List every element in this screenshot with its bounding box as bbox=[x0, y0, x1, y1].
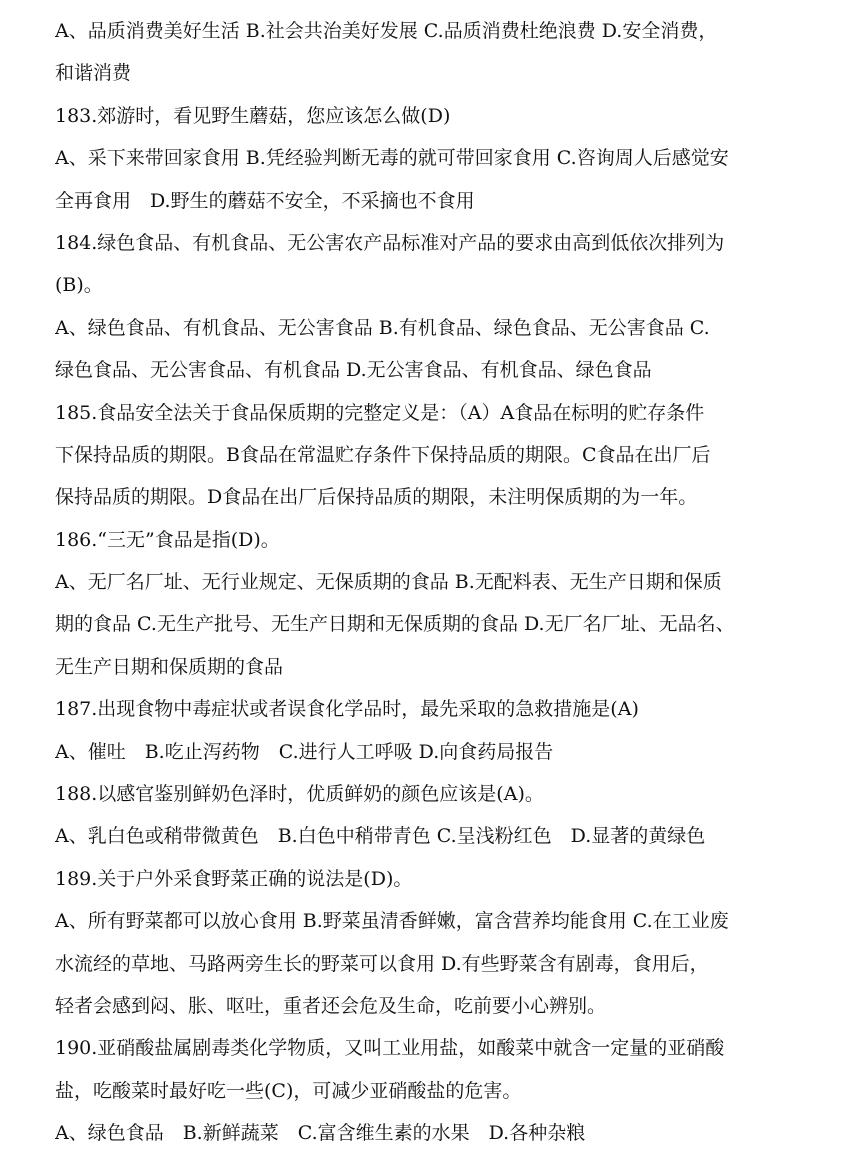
text-line: 绿色食品、无公害食品、有机食品 D.无公害食品、有机食品、绿色食品 bbox=[55, 359, 652, 382]
question-189-stem: 189.关于户外采食野菜正确的说法是(D)。 bbox=[55, 867, 413, 890]
text-line: 无生产日期和保质期的食品 bbox=[55, 655, 284, 678]
text-line: 盐，吃酸菜时最好吃一些(C)，可减少亚硝酸盐的危害。 bbox=[55, 1079, 522, 1102]
question-187-stem: 187.出现食物中毒症状或者误食化学品时，最先采取的急救措施是(A) bbox=[55, 698, 639, 721]
text-line: 保持品质的期限。D食品在出厂后保持品质的期限，未注明保质期的为一年。 bbox=[55, 486, 698, 509]
text-line: 下保持品质的期限。B食品在常温贮存条件下保持品质的期限。C食品在出厂后 bbox=[55, 443, 711, 466]
text-line: (B)。 bbox=[55, 274, 103, 297]
question-186-stem: 186.“三无”食品是指(D)。 bbox=[55, 528, 280, 551]
text-line: 期的食品 C.无生产批号、无生产日期和无保质期的食品 D.无厂名厂址、无品名、 bbox=[55, 613, 735, 636]
text-line: 水流经的草地、马路两旁生长的野菜可以食用 D.有些野菜含有剧毒，食用后， bbox=[55, 952, 709, 975]
text-line: 和谐消费 bbox=[55, 62, 132, 85]
text-line: A、所有野菜都可以放心食用 B.野菜虽清香鲜嫩，富含营养均能食用 C.在工业废 bbox=[55, 910, 729, 933]
text-line: A、乳白色或稍带微黄色 B.白色中稍带青色 C.呈浅粉红色 D.显著的黄绿色 bbox=[55, 825, 706, 848]
text-line: A、催吐 B.吃止泻药物 C.进行人工呼吸 D.向食药局报告 bbox=[55, 740, 554, 763]
question-185-stem: 185.食品安全法关于食品保质期的完整定义是：（A）A食品在标明的贮存条件 bbox=[55, 401, 705, 424]
text-line: A、品质消费美好生活 B.社会共治美好发展 C.品质消费杜绝浪费 D.安全消费， bbox=[55, 20, 718, 42]
question-183-stem: 183.郊游时，看见野生蘑菇，您应该怎么做(D) bbox=[55, 104, 451, 127]
question-184-stem: 184.绿色食品、有机食品、无公害农产品标准对产品的要求由高到低依次排列为 bbox=[55, 231, 725, 254]
text-line: A、采下来带回家食用 B.凭经验判断无毒的就可带回家食用 C.咨询周人后感觉安 bbox=[55, 147, 729, 170]
text-line: 轻者会感到闷、胀、呕吐，重者还会危及生命，吃前要小心辨别。 bbox=[55, 994, 607, 1017]
question-190-stem: 190.亚硝酸盐属剧毒类化学物质，又叫工业用盐，如酸菜中就含一定量的亚硝酸 bbox=[55, 1037, 725, 1060]
text-line: A、无厂名厂址、无行业规定、无保质期的食品 B.无配料表、无生产日期和保质 bbox=[55, 571, 722, 594]
text-line: 全再食用 D.野生的蘑菇不安全，不采摘也不食用 bbox=[55, 189, 475, 212]
text-line: A、绿色食品、有机食品、无公害食品 B.有机食品、绿色食品、无公害食品 C. bbox=[55, 316, 710, 339]
question-188-stem: 188.以感官鉴别鲜奶色泽时，优质鲜奶的颜色应该是(A)。 bbox=[55, 783, 544, 806]
text-line: A、绿色食品 B.新鲜蔬菜 C.富含维生素的水果 D.各种杂粮 bbox=[55, 1122, 586, 1145]
